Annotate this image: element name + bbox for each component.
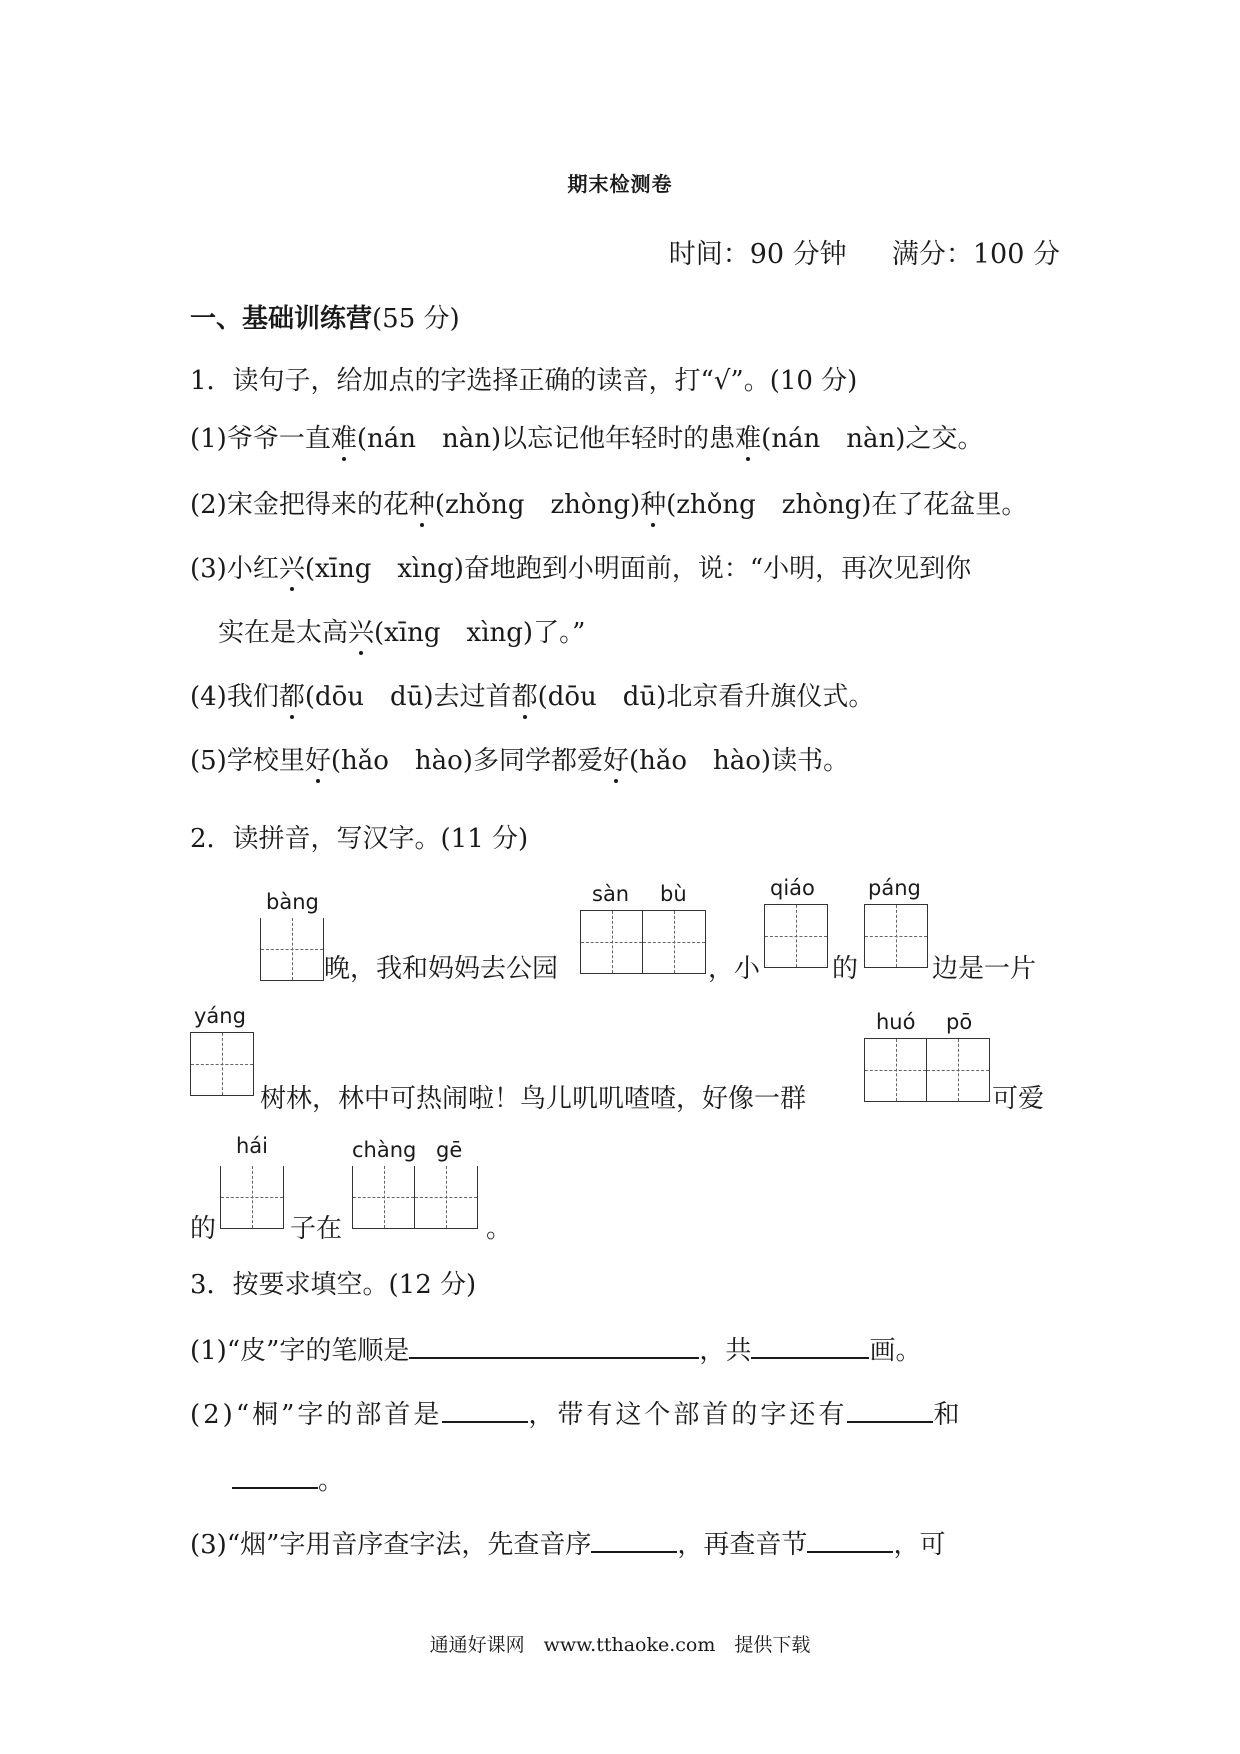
q2-text-6: 可爱 xyxy=(992,1084,1045,1114)
answer-grid-pang[interactable] xyxy=(864,904,928,968)
answer-grid-bang[interactable] xyxy=(260,918,324,981)
blank-stroke-count[interactable] xyxy=(751,1335,869,1359)
q1-item-2: (2)宋金把得来的花种(zhǒng zhòng)种(zhǒng zhòng)在了花盆里。 xyxy=(190,484,1027,521)
q2-text-3: 的 xyxy=(832,954,859,984)
q3-item-1: (1)“皮”字的笔顺是 ，共 画。 xyxy=(190,1336,922,1366)
answer-grid-yang[interactable] xyxy=(190,1032,254,1096)
pinyin-huo: huó xyxy=(876,1010,916,1034)
pinyin-po: pō xyxy=(946,1010,973,1034)
question-3-prompt: 3．按要求填空。(12 分) xyxy=(190,1270,477,1300)
blank-radical[interactable] xyxy=(442,1399,528,1423)
q2-text-4: 边是一片 xyxy=(932,954,1037,984)
q2-text-8: 子在 xyxy=(290,1214,343,1244)
section-heading: 一、基础训练营(55 分) xyxy=(190,304,460,334)
pinyin-yang: yáng xyxy=(194,1004,246,1028)
q3-item-3: (3)“烟”字用音序查字法，先查音序 ，再查音节 ，可 xyxy=(190,1530,946,1560)
pinyin-pang: páng xyxy=(868,876,921,900)
q2-text-5: 树林，林中可热闹啦！鸟儿叽叽喳喳，好像一群 xyxy=(260,1084,807,1114)
answer-grid-huopo[interactable] xyxy=(864,1038,990,1102)
q2-text-1: 晚，我和妈妈去公园 xyxy=(324,954,559,984)
q3-item-2-cont: 。 xyxy=(232,1460,344,1497)
q2-text-7: 的 xyxy=(190,1214,217,1244)
q1-item-1: (1)爷爷一直难(nán nàn)以忘记他年轻时的患难(nán nàn)之交。 xyxy=(190,418,983,455)
exam-meta xyxy=(669,232,1060,271)
pinyin-chang: chàng xyxy=(352,1138,417,1162)
q1-item-3: (3)小红兴(xīng xìng)奋地跑到小明面前，说：“小明，再次见到你 xyxy=(190,548,971,585)
blank-stroke-order[interactable] xyxy=(409,1335,699,1359)
pinyin-san: sàn xyxy=(592,882,630,906)
blank-syllable[interactable] xyxy=(807,1529,893,1553)
question-2-prompt: 2．读拼音，写汉字。(11 分) xyxy=(190,824,529,854)
blank-initial[interactable] xyxy=(591,1529,677,1553)
q3-item-2: (2)“桐”字的部首是 ，带有这个部首的字还有 和 xyxy=(190,1400,963,1430)
q1-item-5: (5)学校里好(hǎo hào)多同学都爱好(hǎo hào)读书。 xyxy=(190,740,849,777)
blank-char-2[interactable] xyxy=(232,1465,318,1489)
pinyin-qiao: qiáo xyxy=(770,876,815,900)
q2-text-2: ，小 xyxy=(708,954,761,984)
footer-source: 通通好课网 www.tthaoke.com 提供下载 xyxy=(429,1634,811,1656)
q1-item-4: (4)我们都(dōu dū)去过首都(dōu dū)北京看升旗仪式。 xyxy=(190,676,874,713)
answer-grid-hai[interactable] xyxy=(220,1166,284,1229)
pinyin-bang: bàng xyxy=(266,890,319,914)
answer-grid-changge[interactable] xyxy=(352,1166,478,1229)
q2-text-9: 。 xyxy=(486,1214,513,1244)
blank-char-1[interactable] xyxy=(847,1399,933,1423)
exam-score: 满分：100 分 xyxy=(891,239,1060,270)
answer-grid-sanbu[interactable] xyxy=(580,910,706,974)
pinyin-ge: gē xyxy=(436,1138,463,1162)
exam-time: 时间：90 分钟 xyxy=(668,239,847,270)
pinyin-hai: hái xyxy=(236,1134,269,1158)
answer-grid-qiao[interactable] xyxy=(764,904,828,968)
question-1-prompt: 1．读句子，给加点的字选择正确的读音，打“√”。(10 分) xyxy=(190,366,858,396)
page-title: 期末检测卷 xyxy=(567,172,673,196)
pinyin-bu: bù xyxy=(660,882,687,906)
q1-item-3-cont: 实在是太高兴(xīng xìng)了。” xyxy=(218,612,585,649)
